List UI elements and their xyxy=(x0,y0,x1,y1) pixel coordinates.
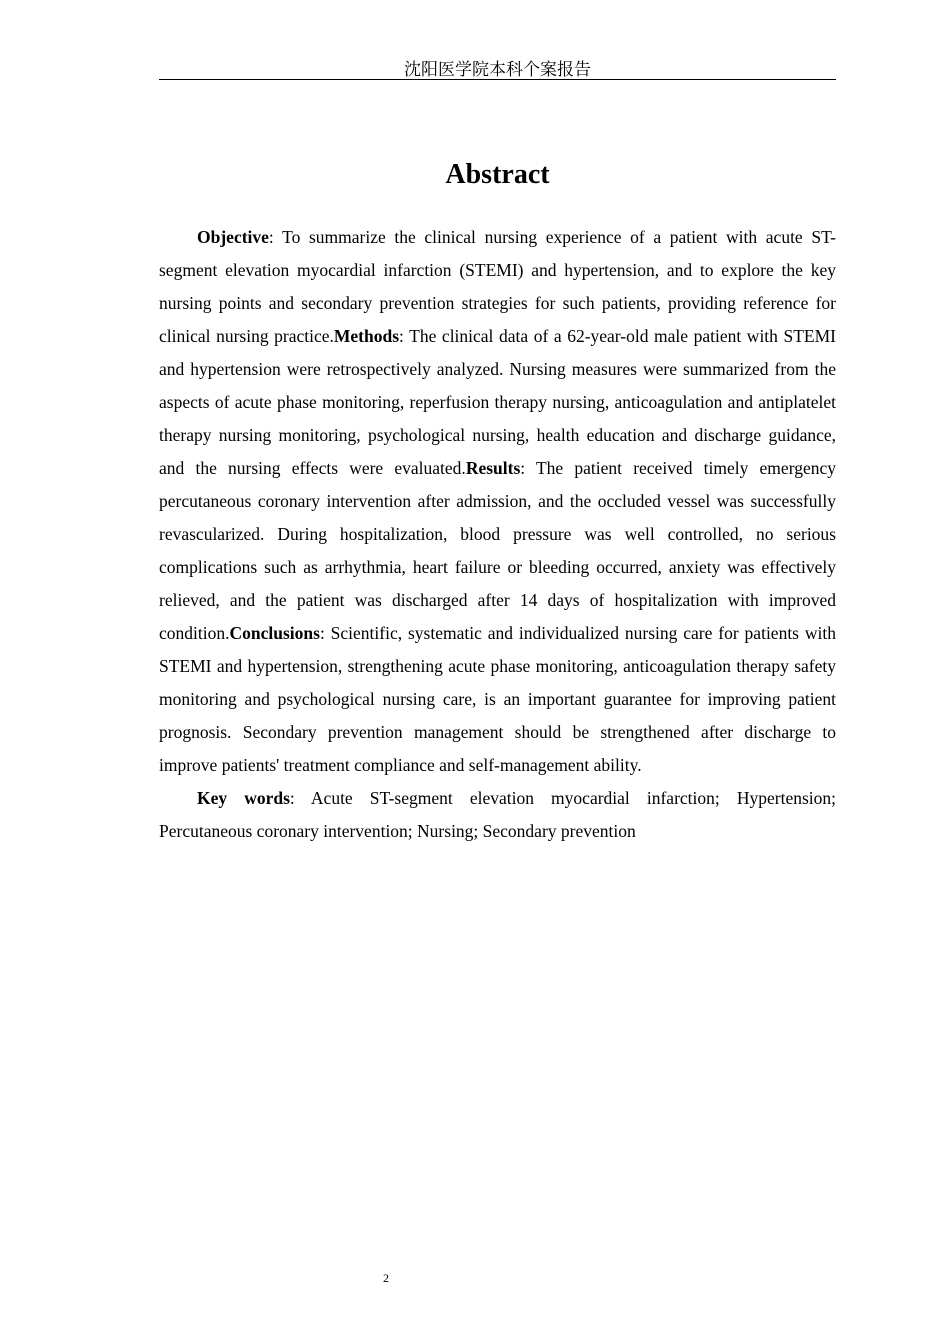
conclusions-text: : Scientific, systematic and individualized nursing care for patients with STEMI and hypertension, strengthening acute phase monitoring, anticoagulation therapy safety monitoring and psychological nursing care, is an important guarantee for improving patient prognosis. Secondary prevention management should be strengthened after discharge to improve patients' treatment compliance and self-management ability. xyxy=(159,623,836,775)
methods-label: Methods xyxy=(333,326,400,346)
abstract-body xyxy=(159,221,836,848)
abstract-paragraph xyxy=(159,221,836,782)
objective-label: Objective xyxy=(197,227,269,247)
methods-text: : The clinical data of a 62-year-old male patient with STEMI and hypertension were retrospectively analyzed. Nursing measures were summarized from the aspects of acute phase monitoring, reperfusion therapy nursing, anticoagulation and antiplatelet therapy nursing monitoring, psychological nursing, health education and discharge guidance, and the nursing effects were evaluated. xyxy=(159,326,836,478)
running-header: 沈阳医学院本科个案报告 xyxy=(404,60,591,79)
page-title: Abstract xyxy=(445,159,550,190)
conclusions-label: Conclusions xyxy=(229,623,320,643)
objective-text: : To summarize the clinical nursing experience of a patient with acute ST-segment elevation myocardial infarction (STEMI) and hypertension, and to explore the key nursing points and secondary prevention strategies for such patients, providing reference for clinical nursing practice. xyxy=(159,227,836,346)
results-label: Results xyxy=(465,458,521,478)
results-text: : The patient received timely emergency percutaneous coronary intervention after admission, and the occluded vessel was successfully revascularized. During hospitalization, blood pressure was well controlled, no serious complications such as arrhythmia, heart failure or bleeding occurred, anxiety was effectively relieved, and the patient was discharged after 14 days of hospitalization with improved condition. xyxy=(159,458,836,643)
header-rule xyxy=(159,79,836,80)
page-number: 2 xyxy=(383,1271,389,1285)
keywords-label: Key words xyxy=(197,788,290,808)
keywords-paragraph xyxy=(159,782,836,848)
keywords-text: : Acute ST-segment elevation myocardial infarction; Hypertension; Percutaneous coronary intervention; Nursing; Secondary prevention xyxy=(159,788,836,841)
